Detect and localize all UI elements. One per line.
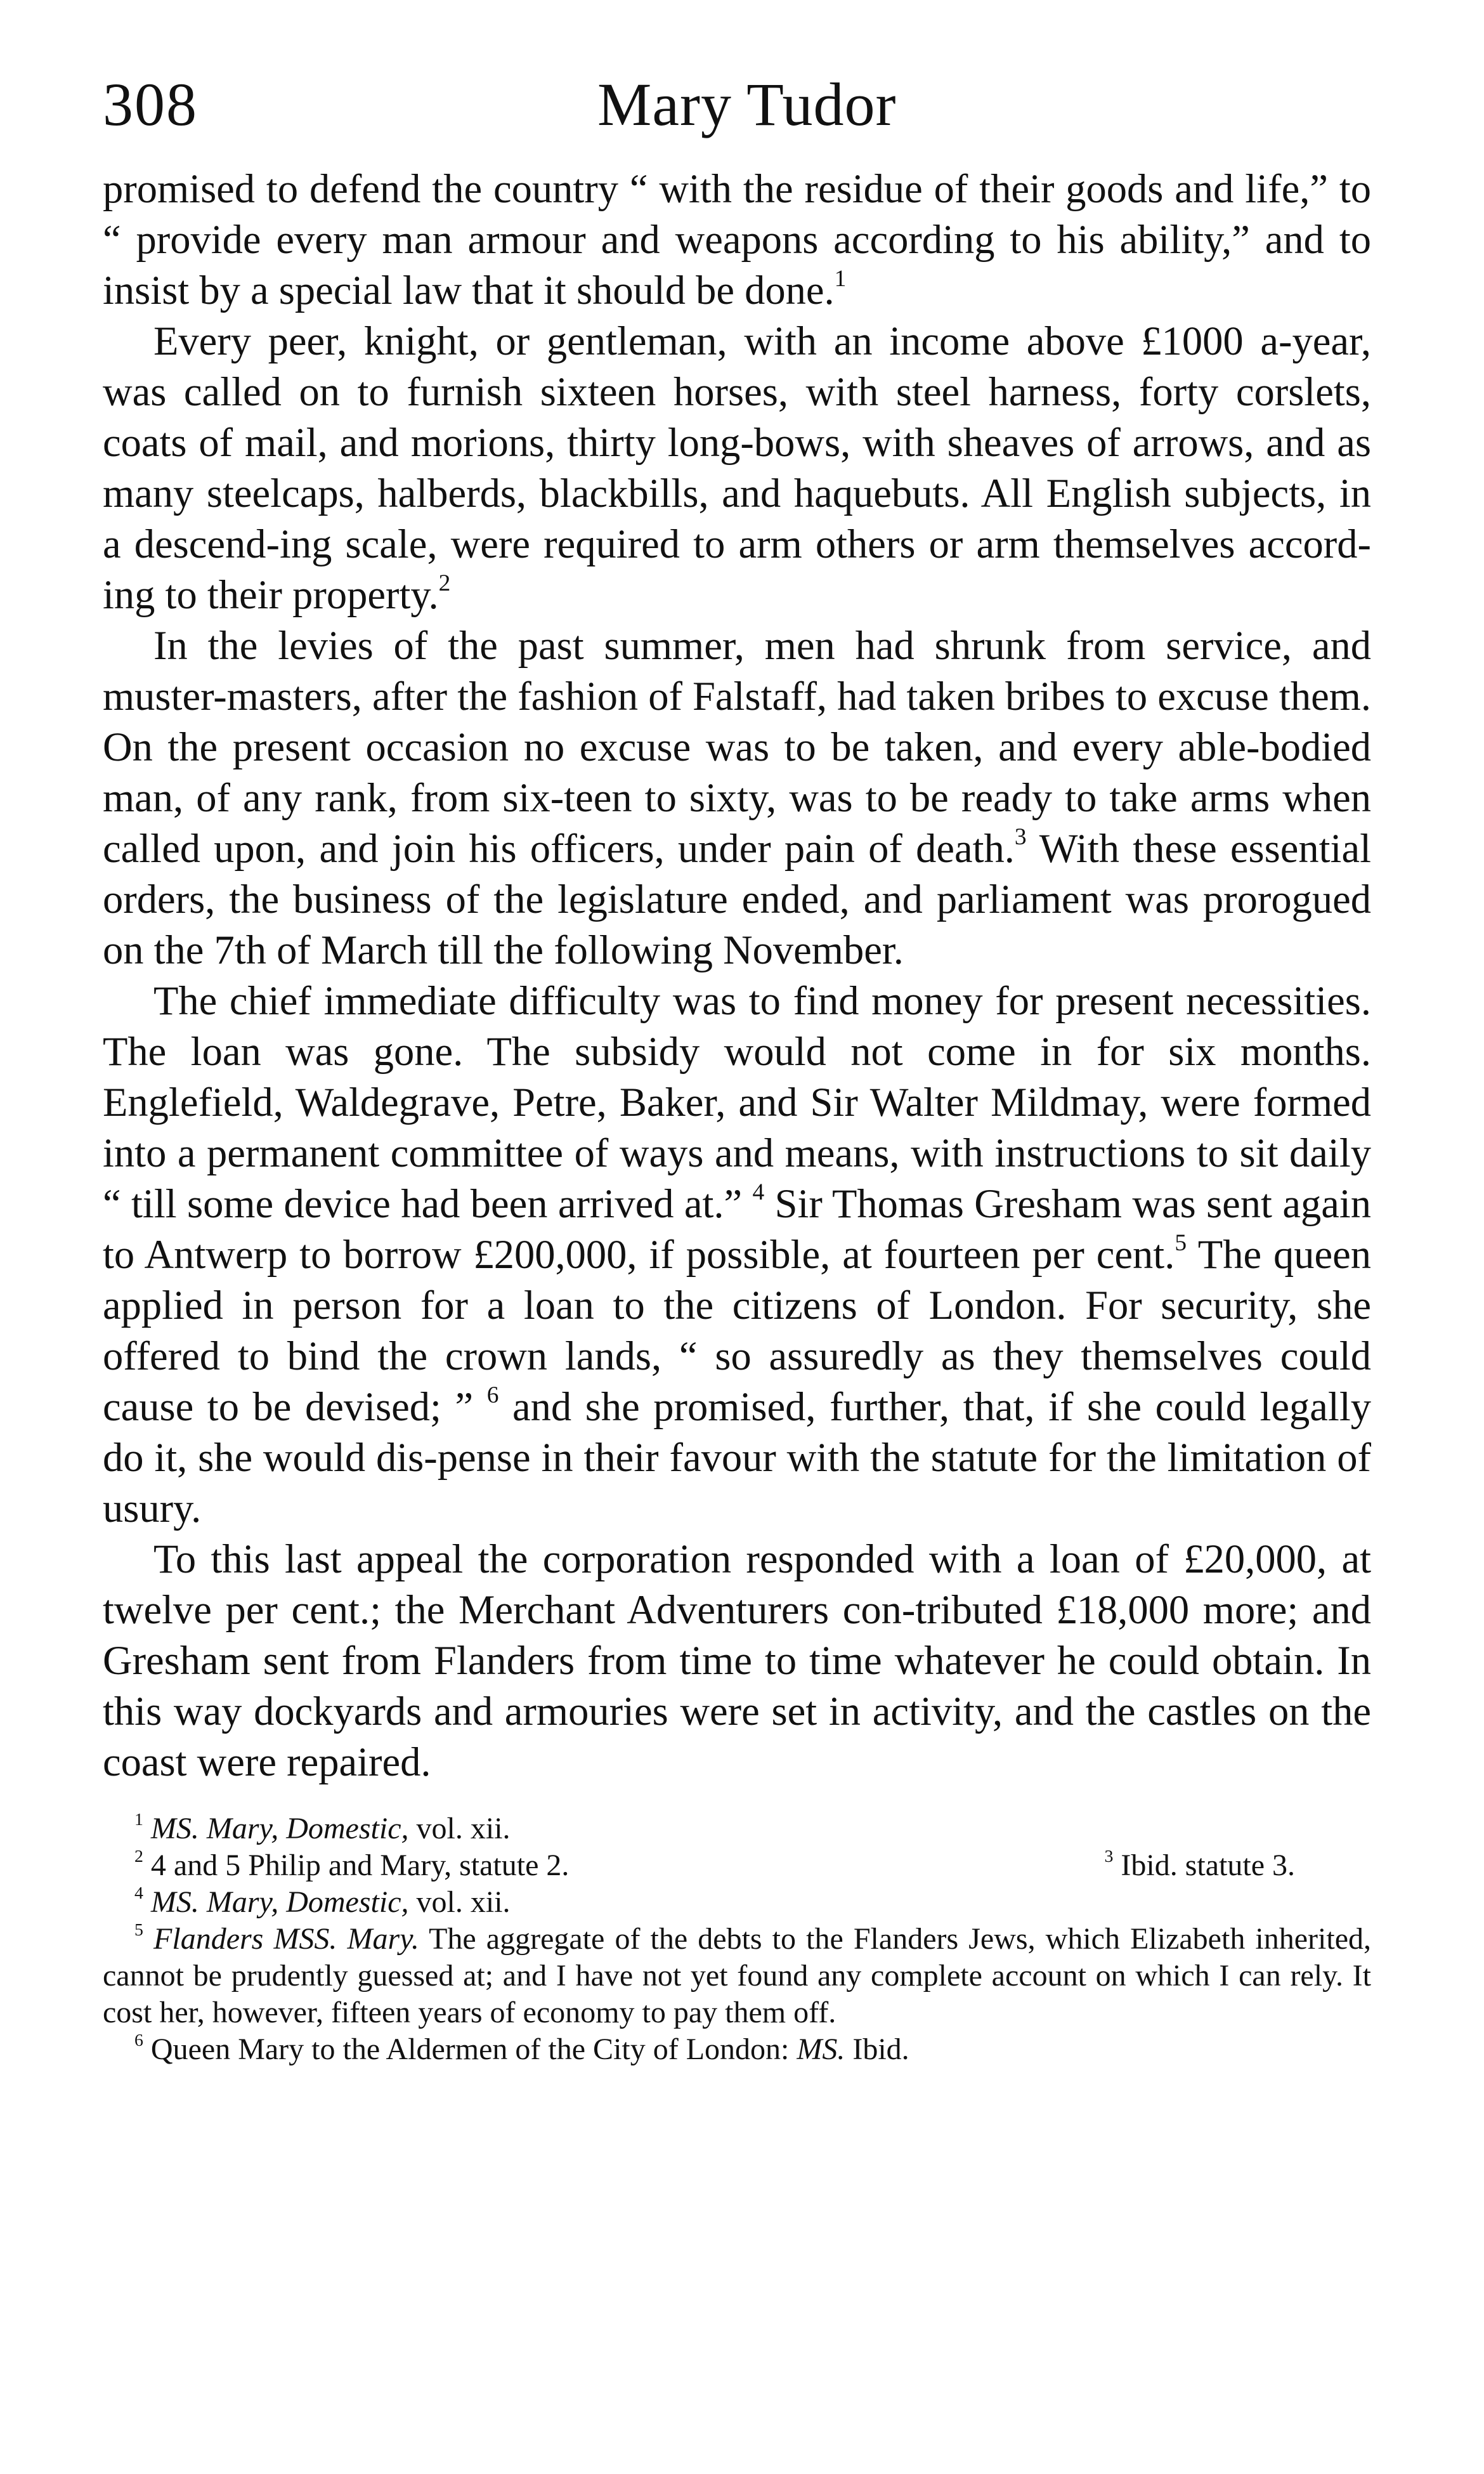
- paragraph-3: [103, 620, 1371, 976]
- paragraph-4: [103, 976, 1371, 1534]
- footnote-ref-5: 5: [1175, 1229, 1187, 1256]
- paragraph-4-text-a: The chief immediate difficulty was to find money for present necessities. The loan was gone. The subsidy would not come in for six months. Englefield, Waldegrave, Petre, Baker, and Sir Walter Mildmay, were formed into a permanent committee of ways and means, with instructions to sit daily “ till some device had been arrived at.”: [103, 978, 1371, 1226]
- footnote-3: [1104, 1847, 1295, 1884]
- footnote-5-mark: 5: [134, 1920, 143, 1941]
- footnote-6-mark: 6: [134, 2031, 143, 2051]
- footnote-5: [103, 1921, 1371, 2031]
- footnote-2-mark: 2: [134, 1847, 143, 1867]
- footnote-3-text: Ibid. statute 3.: [1113, 1849, 1295, 1882]
- footnote-1: [103, 1810, 1371, 1847]
- paragraph-2: [103, 316, 1371, 620]
- footnote-1-source: MS. Mary, Domestic,: [150, 1812, 409, 1845]
- footnote-ref-2: 2: [438, 570, 451, 596]
- footnote-2-text: 4 and 5 Philip and Mary, statute 2.: [143, 1849, 570, 1882]
- footnote-2: [103, 1847, 569, 1884]
- book-page: [103, 63, 1371, 2068]
- paragraph-1-text: promised to defend the country “ with the residue of their goods and life,” to “ provide every man armour and weapons according to his ability,” and to insist by a special law that it should be done.: [103, 166, 1371, 313]
- footnote-pair-2-3: [103, 1847, 1371, 1884]
- footnote-4: [103, 1884, 1371, 1921]
- footnote-ref-1: 1: [834, 265, 847, 292]
- footnote-4-text: vol. xii.: [408, 1885, 511, 1919]
- footnote-3-mark: 3: [1104, 1847, 1114, 1867]
- footnote-1-mark: 1: [134, 1810, 143, 1830]
- footnote-6-source: MS.: [797, 2032, 845, 2066]
- paragraph-1: [103, 164, 1371, 316]
- paragraph-4-text-d: and she promised, further, that, if she could legally do it, she would dis-pense in their favour with the statute for the limitation of usury.: [103, 1384, 1371, 1531]
- running-title: Mary Tudor: [597, 70, 897, 138]
- running-header: [103, 63, 1371, 146]
- footnote-1-text: vol. xii.: [408, 1812, 511, 1845]
- page-number: 308: [103, 70, 198, 138]
- footnote-ref-3: 3: [1014, 823, 1027, 850]
- paragraph-5: [103, 1534, 1371, 1788]
- footnote-4-mark: 4: [134, 1883, 143, 1904]
- footnote-5-text: The aggregate of the debts to the Flanders Jews, which Elizabeth inherited, cannot be prudently guessed at; and I have not yet found any complete account on which I can rely. It cost her, however, fifteen years of economy to pay them off.: [103, 1922, 1372, 2029]
- footnote-4-source: MS. Mary, Domestic,: [150, 1885, 409, 1919]
- paragraph-3-text-b: With these essential orders, the business of the legislature ended, and parliament was prorogued on the 7th of March till the following November.: [103, 826, 1371, 972]
- paragraph-4-text-c: The queen applied in person for a loan to the citizens of London. For security, she offered to bind the crown lands, “ so assuredly as they themselves could cause to be devised; ”: [103, 1232, 1372, 1429]
- footnote-5-source: Flanders MSS. Mary.: [153, 1922, 419, 1956]
- paragraph-3-text-a: In the levies of the past summer, men had shrunk from service, and muster-masters, after the fashion of Falstaff, had taken bribes to excuse them. On the present occasion no excuse was to be taken, and every able-bodied man, of any rank, from six-teen to sixty, was to be ready to take arms when called upon, and join his officers, under pain of death.: [103, 623, 1371, 871]
- footnote-ref-6: 6: [486, 1382, 499, 1408]
- paragraph-2-text: Every peer, knight, or gentleman, with an income above £1000 a-year, was called on to furnish sixteen horses, with steel harness, forty corslets, coats of mail, and morions, thirty long-bows, with sheaves of arrows, and as many steelcaps, halberds, blackbills, and haquebuts. All English subjects, in a descend-ing scale, were required to arm others or arm themselves accord-ing to their property.: [103, 318, 1371, 617]
- paragraph-5-text: To this last appeal the corporation responded with a loan of £20,000, at twelve per cent.; the Merchant Adventurers con-tributed £18,000 more; and Gresham sent from Flanders from time to time whatever he could obtain. In this way dockyards and armouries were set in activity, and the castles on the coast were repaired.: [103, 1536, 1371, 1784]
- footnote-6: [103, 2031, 1371, 2068]
- footnote-ref-4: 4: [752, 1179, 765, 1205]
- body-text: [103, 164, 1371, 1788]
- footnote-6-rest: Ibid.: [845, 2032, 909, 2066]
- footnote-6-text: Queen Mary to the Aldermen of the City of London:: [143, 2032, 797, 2066]
- footnotes: [103, 1810, 1371, 2068]
- paragraph-4-text-b: Sir Thomas Gresham was sent again to Antwerp to borrow £200,000, if possible, at fourteen per cent.: [103, 1181, 1372, 1277]
